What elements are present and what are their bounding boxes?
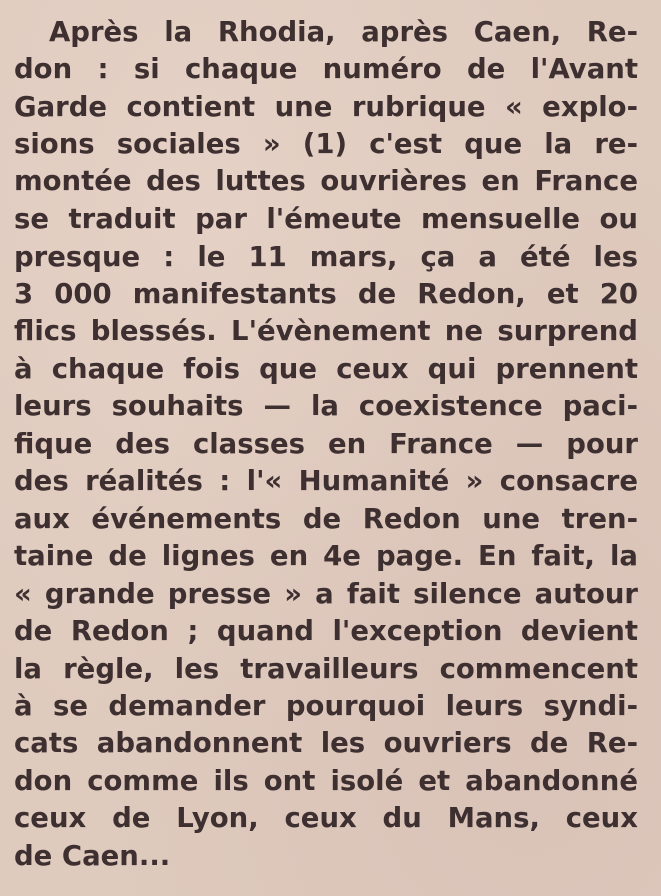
text-line: à chaque fois que ceux qui prennent — [14, 353, 638, 385]
text-line: fique des classes en France — pour — [14, 428, 638, 460]
text-line: don : si chaque numéro de l'Avant — [14, 53, 638, 85]
text-line: de Redon ; quand l'exception devient — [14, 615, 638, 647]
text-line: se traduit par l'émeute mensuelle ou — [14, 203, 638, 235]
text-line: leurs souhaits — la coexistence paci- — [14, 390, 638, 422]
text-line: don comme ils ont isolé et abandonné — [14, 765, 638, 797]
text-line: à se demander pourquoi leurs syndi- — [14, 690, 638, 722]
text-line: aux événements de Redon une tren- — [14, 503, 638, 535]
text-line: 3 000 manifestants de Redon, et 20 — [14, 278, 638, 310]
text-line: la règle, les travailleurs commencent — [14, 653, 638, 685]
text-line: flics blessés. L'évènement ne surprend — [14, 315, 638, 347]
text-line: presque : le 11 mars, ça a été les — [14, 241, 638, 273]
text-line: Après la Rhodia, après Caen, Re- — [49, 16, 638, 48]
text-line: montée des luttes ouvrières en France — [14, 165, 638, 197]
text-line: taine de lignes en 4e page. En fait, la — [14, 540, 638, 572]
text-line: des réalités : l'« Humanité » consacre — [14, 465, 638, 497]
text-line: ceux de Lyon, ceux du Mans, ceux — [14, 802, 638, 834]
text-line: Garde contient une rubrique « explo- — [14, 91, 638, 123]
text-line: cats abandonnent les ouvriers de Re- — [14, 727, 638, 759]
text-line: sions sociales » (1) c'est que la re- — [14, 128, 638, 160]
text-line: de Caen... — [14, 840, 171, 872]
text-line: « grande presse » a fait silence autour — [14, 578, 638, 610]
